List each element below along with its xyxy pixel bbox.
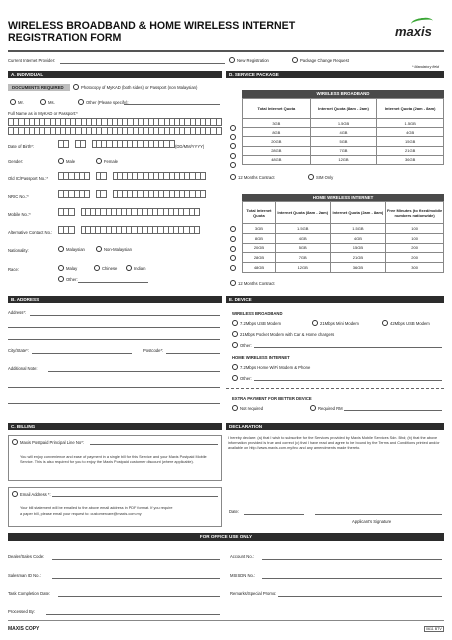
signature-label: Applicant's Signature: [352, 519, 392, 524]
hwi-cell: 4GB: [275, 233, 330, 243]
account-field[interactable]: [262, 552, 442, 560]
maxis-logo: [395, 24, 432, 39]
wb-col-day: Internet Quota (8am - 2am): [310, 99, 377, 119]
race-label: Race:: [8, 267, 19, 272]
sim-only-radio[interactable]: [308, 174, 314, 180]
hwi-cell: 100: [386, 233, 444, 243]
hwi-cell: 48GB: [243, 263, 276, 273]
hwi-row: [243, 243, 444, 253]
section-billing: C. BILLING: [8, 423, 222, 430]
hwi-col-day: Internet Quota (8am - 2am): [275, 202, 330, 224]
date-label: Date:: [229, 509, 240, 514]
wb-table-head: WIRELESS BROADBAND: [242, 90, 444, 98]
chinese-radio[interactable]: [94, 265, 100, 271]
char-box[interactable]: [201, 190, 206, 198]
processed-field[interactable]: [46, 607, 220, 615]
office-use-head: FOR OFFICE USE ONLY: [8, 533, 444, 541]
principal-field[interactable]: [90, 437, 218, 445]
postcode-field[interactable]: [166, 346, 220, 354]
new-registration-radio[interactable]: [229, 57, 235, 63]
address-line-3[interactable]: [8, 332, 220, 340]
section-address: B. ADDRESS: [8, 296, 222, 303]
package-radio[interactable]: [230, 246, 236, 252]
hwi-cell: 200: [386, 253, 444, 263]
wb-cell: 1.5GB: [310, 119, 377, 128]
hwi-cell: 5GB: [275, 243, 330, 253]
provider-field[interactable]: [60, 56, 225, 64]
email-note-1: Your bill statement will be emailed to the above email address in PDF format. If you require: [20, 506, 173, 510]
hwi-row: [243, 253, 444, 263]
fullname-boxes[interactable]: [8, 118, 222, 126]
package-radio[interactable]: [230, 153, 236, 159]
package-radio[interactable]: [230, 125, 236, 131]
wb3-radio[interactable]: [382, 320, 388, 326]
package-change-radio[interactable]: [292, 57, 298, 63]
wb-cell: 21GB: [377, 146, 444, 155]
not-required-label: Not required: [240, 405, 264, 411]
char-box[interactable]: [64, 140, 69, 148]
title-line-1: WIRELESS BROADBAND & HOME WIRELESS INTERNET: [8, 20, 296, 32]
malaysian-radio[interactable]: [58, 246, 64, 252]
wb-cell: 5GB: [310, 137, 377, 146]
hwi-col-minutes: Free Minutes (to fixed/mobile numbers nationwide): [386, 202, 444, 224]
device-hwi-head: HOME WIRELESS INTERNET: [232, 355, 290, 360]
char-box[interactable]: [101, 172, 106, 180]
msisdn-label: MSISDN No.:: [230, 573, 256, 578]
divider: [8, 50, 444, 52]
principal-label: Maxis Postpaid Principal Line No*:: [20, 439, 85, 445]
hwi-cell: 3GB: [243, 224, 276, 234]
section-individual: A. INDIVIDUAL: [8, 71, 222, 78]
other-title-radio[interactable]: [78, 99, 84, 105]
wb-row: [243, 146, 444, 155]
dealer-label: Dealer/Sales Code:: [8, 554, 45, 559]
wb-cell: 4GB: [310, 128, 377, 137]
device-wb-head: WIRELESS BROADBAND: [232, 311, 283, 316]
section-device: E. DEVICE: [226, 296, 444, 303]
alt-contact-boxes[interactable]: [58, 226, 200, 234]
salesman-label: Salesman ID No.:: [8, 573, 41, 578]
char-box[interactable]: [69, 226, 74, 234]
documents-required: DOCUMENTS REQUIRED: [8, 84, 70, 91]
hwi-cell: 100: [386, 224, 444, 234]
hwi-cell: 300: [386, 263, 444, 273]
package-radio[interactable]: [230, 255, 236, 261]
docs-option-label: Photocopy of MyKAD (both sides) or Passport (non Malaysian): [81, 84, 198, 90]
race-other-radio[interactable]: [58, 276, 64, 282]
city-field[interactable]: [32, 346, 132, 354]
new-registration-label: New Registration: [237, 57, 269, 63]
maxis-copy: MAXIS COPY: [8, 626, 40, 632]
wb-cell: 1.5GB: [377, 119, 444, 128]
chinese-label: Chinese: [102, 265, 118, 271]
package-change-label: Package Change Request: [300, 57, 349, 63]
nationality-label: Nationality:: [8, 248, 29, 253]
gender-label: Gender:: [8, 159, 24, 164]
malaysian-label: Malaysian: [66, 246, 85, 252]
char-box[interactable]: [201, 172, 206, 180]
provider-label: Current Internet Provider:: [8, 58, 56, 63]
hwi-cell: 4GB: [330, 233, 386, 243]
char-box[interactable]: [195, 226, 200, 234]
mr-radio[interactable]: [10, 99, 16, 105]
hwi-cell: 36GB: [330, 263, 386, 273]
wb-row: [243, 155, 444, 164]
indian-radio[interactable]: [126, 265, 132, 271]
signature-field[interactable]: [315, 507, 442, 515]
char-box[interactable]: [69, 208, 74, 216]
wb-other-field[interactable]: [254, 340, 442, 348]
mobile-label: Mobile No.:*: [8, 212, 31, 217]
other-title-label: Other (Please specify):: [86, 99, 129, 105]
package-radio[interactable]: [230, 236, 236, 242]
wb-other-label: Other:: [240, 342, 252, 348]
char-box[interactable]: [195, 208, 200, 216]
hwi-cell: 200: [386, 243, 444, 253]
wb-cell: 20GB: [243, 137, 311, 146]
female-label: Female: [104, 158, 118, 164]
nonmalaysian-label: Non-Malaysian: [104, 246, 132, 252]
processed-label: Processed By:: [8, 609, 35, 614]
section-declaration: DECLARATION: [226, 423, 444, 430]
hwi-contract-radio[interactable]: [230, 280, 236, 286]
wb-row: [243, 137, 444, 146]
wb4-radio[interactable]: [232, 331, 238, 337]
hwi-col-total: Total Internet Quota: [243, 202, 276, 224]
salesman-field[interactable]: [52, 571, 220, 579]
wb2-label: 21Mbps Mini Modem: [320, 320, 359, 326]
char-box[interactable]: [81, 140, 86, 148]
dob-format: (DD/MM/YYYY): [175, 144, 205, 149]
mr-label: Mr.: [18, 99, 24, 105]
wb-cell: 3GB: [243, 119, 311, 128]
address-line-2[interactable]: [8, 320, 220, 328]
task-date-label: Task Completion Date:: [8, 591, 51, 596]
wb1-label: 7.2Mbps USB Modem: [240, 320, 281, 326]
hwi-table: [242, 201, 444, 273]
wb3-label: 42Mbps USB Modem: [390, 320, 430, 326]
email-field[interactable]: [52, 489, 218, 497]
wb1-radio[interactable]: [232, 320, 238, 326]
race-other-field[interactable]: [78, 275, 148, 283]
wb-cell: 28GB: [243, 146, 311, 155]
hwi-row: [243, 263, 444, 273]
hwi1-label: 7.2Mbps Home WiFi Modem & Phone: [240, 364, 311, 370]
hwi-contract-label: 12 Months Contract: [238, 280, 275, 286]
mandatory-note: * Mandatory field: [412, 65, 439, 69]
dealer-field[interactable]: [52, 552, 220, 560]
char-box[interactable]: [85, 172, 90, 180]
wb-col-night: Internet Quota (2am - 8am): [377, 99, 444, 119]
msisdn-field[interactable]: [262, 571, 442, 579]
ms-label: Ms.: [48, 99, 55, 105]
hwi-cell: 12GB: [275, 263, 330, 273]
char-box[interactable]: [85, 190, 90, 198]
package-radio[interactable]: [230, 162, 236, 168]
address-line-1[interactable]: [30, 308, 220, 316]
form-title: [8, 20, 295, 44]
male-label: Male: [66, 158, 76, 164]
wb4-label: 21Mbps Pocket Modem with Car & Home chargers: [240, 331, 335, 337]
section-service: D. SERVICE PACKAGE: [226, 71, 444, 78]
female-radio[interactable]: [96, 158, 102, 164]
dob-label: Date of Birth*:: [8, 144, 35, 149]
not-required-radio[interactable]: [232, 405, 238, 411]
required-amount-field[interactable]: [344, 403, 442, 411]
wb-contract-label: 12 Months Contract: [238, 174, 275, 180]
wb-cell: 48GB: [243, 155, 311, 164]
required-radio[interactable]: [310, 405, 316, 411]
fullname-boxes-2[interactable]: [8, 127, 222, 135]
hwi-cell: 8GB: [243, 233, 276, 243]
wb-other-radio[interactable]: [232, 342, 238, 348]
malay-radio[interactable]: [58, 265, 64, 271]
wb-cell: 8GB: [243, 128, 311, 137]
oldic-boxes[interactable]: [58, 172, 206, 180]
hwi-cell: 28GB: [243, 253, 276, 263]
postcode-label: Postcode*:: [143, 348, 164, 353]
principal-radio[interactable]: [12, 439, 18, 445]
package-radio[interactable]: [230, 265, 236, 271]
city-label: City/State*:: [8, 348, 29, 353]
principal-note: You will enjoy convenience and ease of payment in a single bill for this Service and your Maxis Postpaid Mobile Service. This is also required for you to enjoy the Maxis Postpaid customer discount (where applicable).: [20, 455, 207, 464]
wb-contract-radio[interactable]: [230, 174, 236, 180]
wb-row: [243, 119, 444, 128]
package-radio[interactable]: [230, 143, 236, 149]
wb-col-total: Total Internet Quota: [243, 99, 311, 119]
nric-label: NRIC No.:*: [8, 194, 29, 199]
hwi-cell: 1.5GB: [330, 224, 386, 234]
wb-cell: 4GB: [377, 128, 444, 137]
email-label: Email Address *:: [20, 491, 51, 497]
oldic-label: Old IC/Passport No.:*: [8, 176, 49, 181]
sim-only-label: SIM Only: [316, 174, 334, 180]
hwi-table-wrap: [242, 194, 444, 273]
hwi-row: [243, 233, 444, 243]
mobile-boxes[interactable]: [58, 208, 200, 216]
additional-note-label: Additional Note:: [8, 366, 38, 371]
wb-cell: 12GB: [310, 155, 377, 164]
male-radio[interactable]: [58, 158, 64, 164]
hwi-col-night: Internet Quota (2am - 8am): [330, 202, 386, 224]
char-box[interactable]: [217, 127, 222, 135]
alt-contact-label: Alternative Contact No.:: [8, 230, 53, 235]
address-label: Address*:: [8, 310, 27, 315]
form-code: 0611 BTV: [426, 627, 442, 631]
hwi-cell: 15GB: [330, 243, 386, 253]
dob-boxes[interactable]: [58, 140, 175, 148]
extra-payment-head: EXTRA PAYMENT FOR BETTER DEVICE: [232, 396, 312, 401]
hwi-table-head: HOME WIRELESS INTERNET: [242, 194, 444, 201]
fullname-label: Full Name as in MyKAD or Passport:*: [8, 111, 78, 116]
wb-cell: 36GB: [377, 155, 444, 164]
remarks-field[interactable]: [278, 589, 442, 597]
hwi1-radio[interactable]: [232, 364, 238, 370]
package-radio[interactable]: [230, 134, 236, 140]
wb-row: [243, 128, 444, 137]
wb-table: [242, 98, 444, 165]
required-label: Required RM: [318, 405, 343, 411]
additional-line-1[interactable]: [48, 364, 220, 372]
hwi-cell: 1.5GB: [275, 224, 330, 234]
footer-divider: [8, 620, 444, 621]
malay-label: Malay: [66, 265, 78, 271]
email-radio[interactable]: [12, 491, 18, 497]
task-date-field[interactable]: [58, 589, 220, 597]
other-title-field[interactable]: [124, 97, 220, 105]
wb-cell: 7GB: [310, 146, 377, 155]
char-box[interactable]: [217, 118, 222, 126]
race-other-label: Other:: [66, 276, 78, 282]
declaration-text: I hereby declare: (a) that I wish to subscribe for the Services provided by Maxis Mobile Services Sdn. Bhd; (b) that the above information provided is true and correct (c) that I have read and agree to be bound by the Terms and Conditions printed and/or available on http://www.maxis.com.my/tnc and any amendments made thereto.: [228, 436, 440, 450]
account-label: Account No.:: [230, 554, 254, 559]
hwi-other-field[interactable]: [254, 373, 442, 381]
email-note-2: a paper bill, please email your request to: customercare@maxis.com.my: [20, 512, 142, 516]
additional-line-2[interactable]: [8, 380, 220, 388]
hwi-cell: 7GB: [275, 253, 330, 263]
char-box[interactable]: [170, 140, 175, 148]
hwi-cell: 20GB: [243, 243, 276, 253]
nric-boxes[interactable]: [58, 190, 206, 198]
docs-radio[interactable]: [73, 84, 79, 90]
wb-cell: 15GB: [377, 137, 444, 146]
char-box[interactable]: [101, 190, 106, 198]
device-divider: [226, 388, 444, 389]
ms-radio[interactable]: [40, 99, 46, 105]
hwi-other-label: Other:: [240, 375, 252, 381]
hwi-row: [243, 224, 444, 234]
wb-table-wrap: [242, 90, 444, 165]
date-field[interactable]: [244, 507, 304, 515]
remarks-label: Remarks/Special Promo:: [230, 591, 277, 596]
wb2-radio[interactable]: [312, 320, 318, 326]
package-radio[interactable]: [230, 226, 236, 232]
logo-text: maxis: [395, 24, 432, 39]
title-line-2: REGISTRATION FORM: [8, 32, 122, 44]
indian-label: Indian: [134, 265, 146, 271]
additional-line-3[interactable]: [8, 396, 220, 404]
nonmalaysian-radio[interactable]: [96, 246, 102, 252]
hwi-other-radio[interactable]: [232, 375, 238, 381]
hwi-cell: 21GB: [330, 253, 386, 263]
